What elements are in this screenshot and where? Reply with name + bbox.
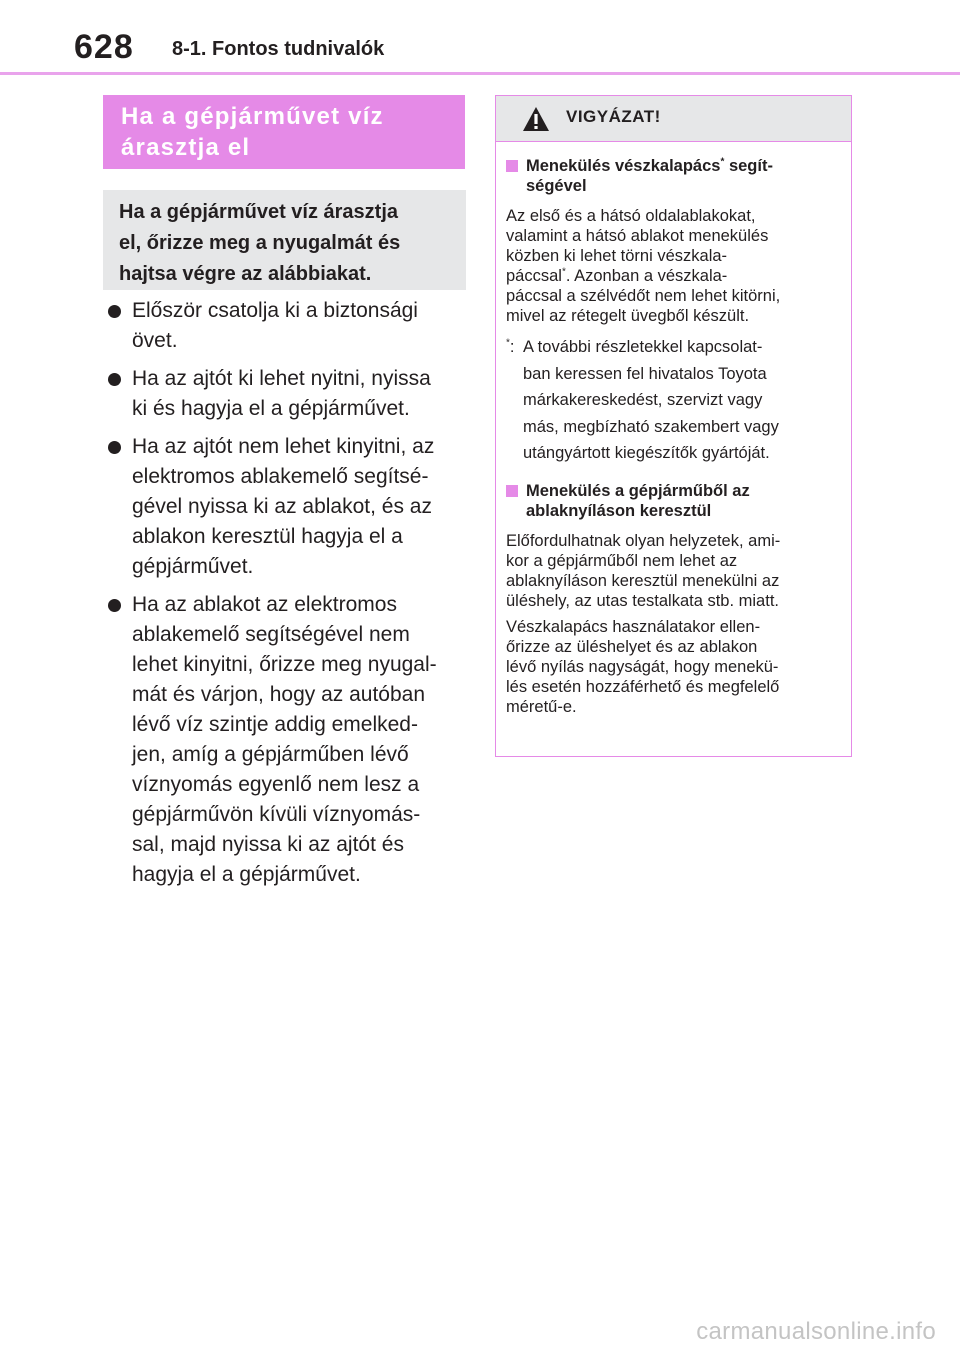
paragraph-line: méretű-e.	[506, 697, 577, 716]
list-item	[106, 296, 462, 356]
square-bullet-icon	[506, 160, 518, 172]
list-item-line: lévő víz szintje addig emelked-	[132, 713, 418, 736]
paragraph	[506, 531, 841, 611]
footnote-line: márkakereskedést, szervizt vagy	[523, 391, 763, 409]
topic-heading-line: árasztja el	[121, 134, 251, 161]
list-item-line: Ha az ajtót nem lehet kinyitni, az	[132, 435, 435, 458]
list-item	[106, 590, 462, 890]
paragraph-line: üléshely, az utas testalkata stb. miatt.	[506, 591, 779, 610]
list-item-line: lehet kinyitni, őrizze meg nyugal-	[132, 653, 437, 676]
intro-line: el, őrizze meg a nyugalmát és	[119, 232, 401, 254]
paragraph-line: kor a gépjárműből nem lehet az	[506, 551, 738, 570]
footnote-line: ban keressen fel hivatalos Toyota	[523, 364, 767, 383]
sub-heading-line: Menekülés a gépjárműből az	[526, 481, 750, 500]
list-item-line: ki és hagyja el a gépjárművet.	[132, 397, 410, 420]
list-item-line: gépjárművet.	[132, 555, 254, 578]
paragraph-line: páccsal*. Azonban a vészkala-	[506, 266, 728, 285]
paragraph-line: lévő nyílás nagyságát, hogy menekü-	[506, 657, 779, 676]
bullet-dot-icon	[108, 599, 121, 612]
footnote-line: más, megbízható szakembert vagy	[523, 417, 779, 436]
footnote-line: utángyártott kiegészítők gyártóját.	[523, 444, 770, 462]
caution-box	[495, 95, 852, 757]
paragraph-line: valamint a hátsó ablakot menekülés	[506, 227, 769, 245]
watermark: carmanualsonline.info	[696, 1318, 936, 1345]
intro-box	[103, 190, 466, 290]
sub-heading-line: ablaknyíláson keresztül	[526, 501, 712, 520]
list-item-line: víznyomás egyenlő nem lesz a	[132, 773, 420, 796]
intro-line: Ha a gépjárművet víz árasztja	[119, 201, 399, 223]
header-rule	[0, 72, 960, 75]
bullet-dot-icon	[108, 305, 121, 318]
list-item-line: jen, amíg a gépjárműben lévő	[132, 743, 409, 766]
paragraph	[506, 206, 841, 326]
list-item-line: sal, majd nyissa ki az ajtót és	[132, 833, 404, 856]
asterisk-mark: *	[720, 156, 725, 168]
instruction-list	[106, 296, 462, 898]
topic-heading-line: Ha a gépjárművet víz	[121, 103, 384, 130]
topic-heading	[103, 95, 465, 169]
list-item-line: gével nyissa ki az ablakot, és az	[132, 495, 432, 518]
caution-header	[496, 96, 851, 142]
list-item-line: gépjárművön kívüli víznyomás-	[132, 803, 421, 826]
page-number: 628	[74, 28, 134, 66]
sub-heading	[506, 481, 841, 521]
footnote	[506, 334, 841, 467]
list-item-line: Ha az ablakot az elektromos	[132, 593, 397, 616]
paragraph-line: mivel az rétegelt üvegből készült.	[506, 307, 750, 325]
list-item-line: Ha az ajtót ki lehet nyitni, nyissa	[132, 367, 431, 390]
paragraph-line: Az első és a hátsó oldalablakokat,	[506, 207, 756, 225]
caution-title: VIGYÁZAT!	[566, 107, 661, 126]
section-title: 8-1. Fontos tudnivalók	[172, 38, 385, 60]
bullet-dot-icon	[108, 373, 121, 386]
sub-heading-line: ségével	[526, 177, 587, 195]
intro-line: hajtsa végre az alábbiakat.	[119, 263, 372, 285]
list-item	[106, 364, 462, 424]
footnote-mark: *:	[506, 337, 515, 356]
list-item-line: övet.	[132, 329, 178, 352]
list-item-line: hagyja el a gépjárművet.	[132, 863, 361, 886]
list-item-line: ablakemelő segítségével nem	[132, 623, 410, 646]
paragraph-line: Vészkalapács használatakor ellen-	[506, 617, 761, 636]
list-item-line: elektromos ablakemelő segítsé-	[132, 465, 429, 488]
caution-body	[496, 142, 851, 717]
paragraph-line: páccsal a szélvédőt nem lehet kitörni,	[506, 287, 781, 305]
sub-heading-line: Menekülés vészkalapács* segít-	[526, 156, 773, 175]
warning-triangle-icon	[522, 106, 550, 132]
paragraph-line: ablaknyíláson keresztül menekülni az	[506, 571, 780, 590]
sub-heading	[506, 156, 841, 196]
list-item-line: Először csatolja ki a biztonsági	[132, 299, 418, 322]
list-item-line: ablakon keresztül hagyja el a	[132, 525, 403, 548]
list-item	[106, 432, 462, 582]
square-bullet-icon	[506, 485, 518, 497]
paragraph-line: őrizze az üléshelyet és az ablakon	[506, 637, 758, 656]
paragraph-line: közben ki lehet törni vészkala-	[506, 247, 728, 265]
footnote-line: A további részletekkel kapcsolat-	[523, 338, 763, 356]
list-item-line: mát és várjon, hogy az autóban	[132, 683, 426, 706]
paragraph-line: Előfordulhatnak olyan helyzetek, ami-	[506, 531, 781, 550]
bullet-dot-icon	[108, 441, 121, 454]
paragraph	[506, 617, 841, 717]
paragraph-line: lés esetén hozzáférhető és megfelelő	[506, 677, 780, 696]
asterisk-mark: *	[561, 266, 566, 278]
